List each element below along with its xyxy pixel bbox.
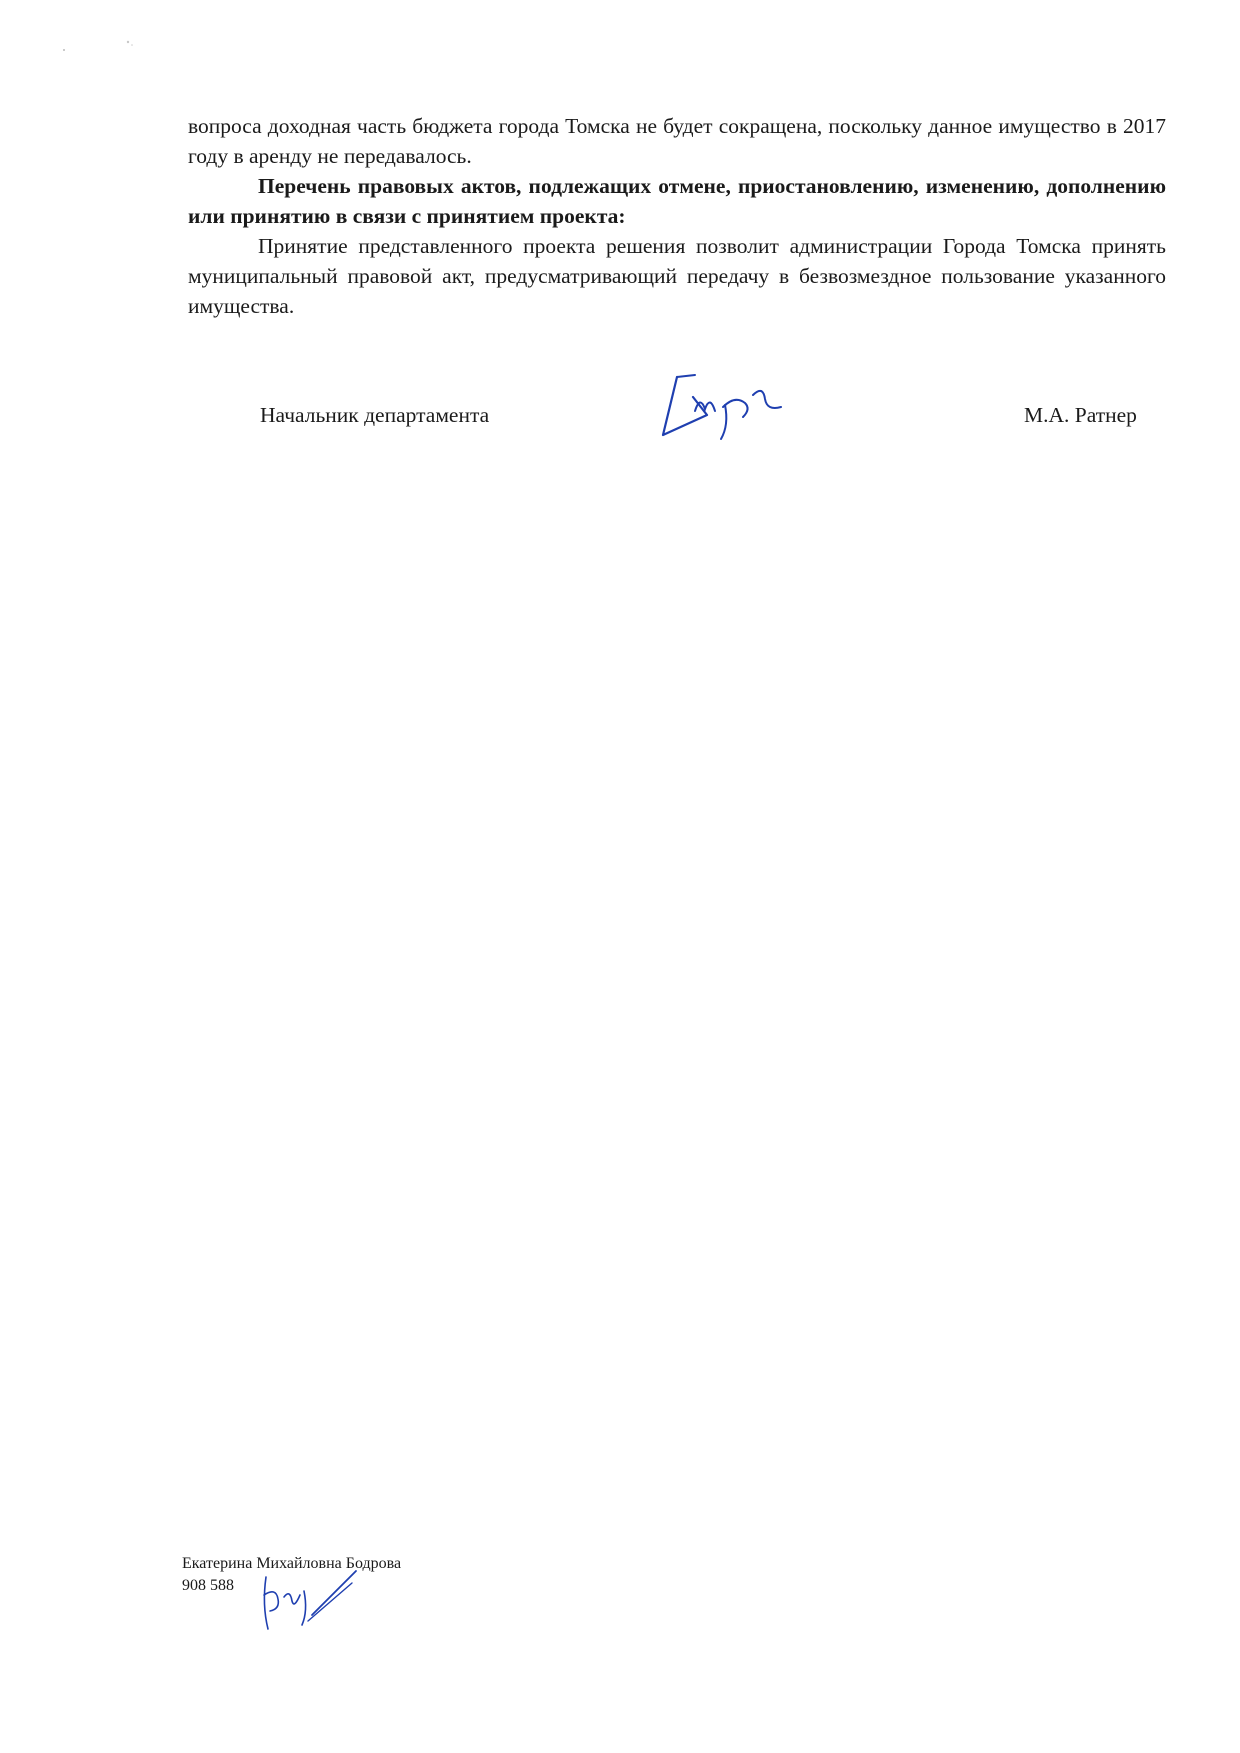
signatory-name: М.А. Ратнер (1024, 403, 1137, 427)
signatory-title: Начальник департамента (260, 403, 490, 427)
paragraph-budget: вопроса доходная часть бюджета города Томска не будет сокращена, поскольку данное имущество в 2017 году в аренду не передавалось. (188, 114, 1166, 168)
paragraph-acts: Принятие представленного проекта решения позволит администрации Города Томска принять муниципальный правовой акт, предусматривающий передачу в безвозмездное пользование указанного имущества. (188, 234, 1166, 318)
performer-phone: 908 588 (182, 1577, 234, 1594)
section-heading: Перечень правовых актов, подлежащих отмене, приостановлению, изменению, дополнению или принятию в связи с принятием проекта: (188, 174, 1166, 228)
scan-speck-marks (58, 36, 148, 56)
handwritten-signature (655, 365, 825, 445)
signature-block (0, 403, 1240, 443)
performer-name: Екатерина Михайловна Бодрова (182, 1555, 402, 1572)
performer-signature (256, 1565, 366, 1635)
document-body (188, 111, 1166, 321)
